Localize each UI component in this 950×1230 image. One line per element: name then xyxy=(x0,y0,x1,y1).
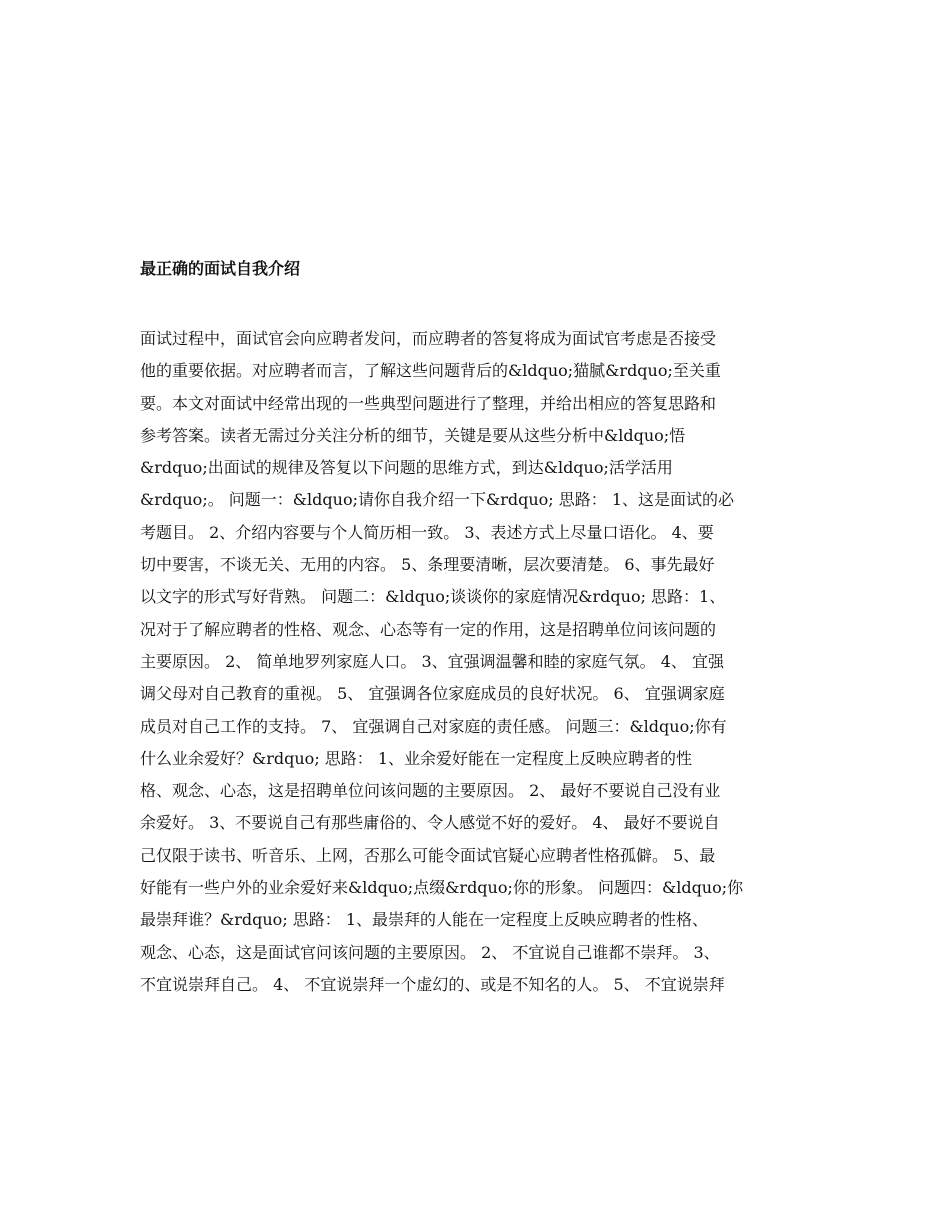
body-line: 不宜说崇拜自己。 4、 不宜说崇拜一个虚幻的、或是不知名的人。 5、 不宜说崇拜 xyxy=(140,974,725,994)
document-title: 最正确的面试自我介绍 xyxy=(140,259,301,278)
document-body xyxy=(140,323,812,1001)
body-line: &rdquo;。 问题一：&ldquo;请你自我介绍一下&rdquo; 思路： 1、这是面试的必 xyxy=(140,490,735,510)
body-line: 什么业余爱好？&rdquo; 思路： 1、业余爱好能在一定程度上反映应聘者的性 xyxy=(140,748,693,768)
body-line: 好能有一些户外的业余爱好来&ldquo;点缀&rdquo;你的形象。 问题四：&ldquo;你 xyxy=(140,878,744,898)
body-line: 况对于了解应聘者的性格、观念、心态等有一定的作用，这是招聘单位问该问题的 xyxy=(140,619,717,639)
body-line: 他的重要依据。对应聘者而言，了解这些问题背后的&ldquo;猫腻&rdquo;至关重 xyxy=(140,361,721,381)
body-line: 主要原因。 2、 简单地罗列家庭人口。 3、宜强调温馨和睦的家庭气氛。 4、 宜强 xyxy=(140,651,724,671)
body-line: 调父母对自己教育的重视。 5、 宜强调各位家庭成员的良好状况。 6、 宜强调家庭 xyxy=(140,684,725,704)
body-line: 要。本文对面试中经常出现的一些典型问题进行了整理，并给出相应的答复思路和 xyxy=(140,393,717,413)
body-line: 格、观念、心态，这是招聘单位问该问题的主要原因。 2、 最好不要说自己没有业 xyxy=(140,781,721,801)
body-line: 观念、心态，这是面试官问该问题的主要原因。 2、 不宜说自己谁都不崇拜。 3、 xyxy=(140,942,720,962)
body-line: 切中要害，不谈无关、无用的内容。 5、条理要清晰，层次要清楚。 6、事先最好 xyxy=(140,555,715,575)
body-line: 最崇拜谁？&rdquo; 思路： 1、最崇拜的人能在一定程度上反映应聘者的性格、 xyxy=(140,910,709,930)
body-line: &rdquo;出面试的规律及答复以下问题的思维方式，到达&ldquo;活学活用 xyxy=(140,458,673,478)
body-line: 成员对自己工作的支持。 7、 宜强调自己对家庭的责任感。 问题三：&ldquo;你有 xyxy=(140,716,727,736)
body-line: 考题目。 2、介绍内容要与个人简历相一致。 3、表述方式上尽量口语化。 4、要 xyxy=(140,522,714,542)
body-line: 面试过程中，面试官会向应聘者发问，而应聘者的答复将成为面试官考虑是否接受 xyxy=(140,329,717,348)
body-line: 参考答案。读者无需过分关注分析的细节，关键是要从这些分析中&ldquo;悟 xyxy=(140,425,686,445)
body-line: 余爱好。 3、不要说自己有那些庸俗的、令人感觉不好的爱好。 4、 最好不要说自 xyxy=(140,813,720,833)
body-line: 以文字的形式写好背熟。 问题二：&ldquo;谈谈你的家庭情况&rdquo; 思路：1、 xyxy=(140,587,726,607)
body-line: 己仅限于读书、听音乐、上网，否那么可能令面试官疑心应聘者性格孤僻。 5、最 xyxy=(140,845,716,865)
